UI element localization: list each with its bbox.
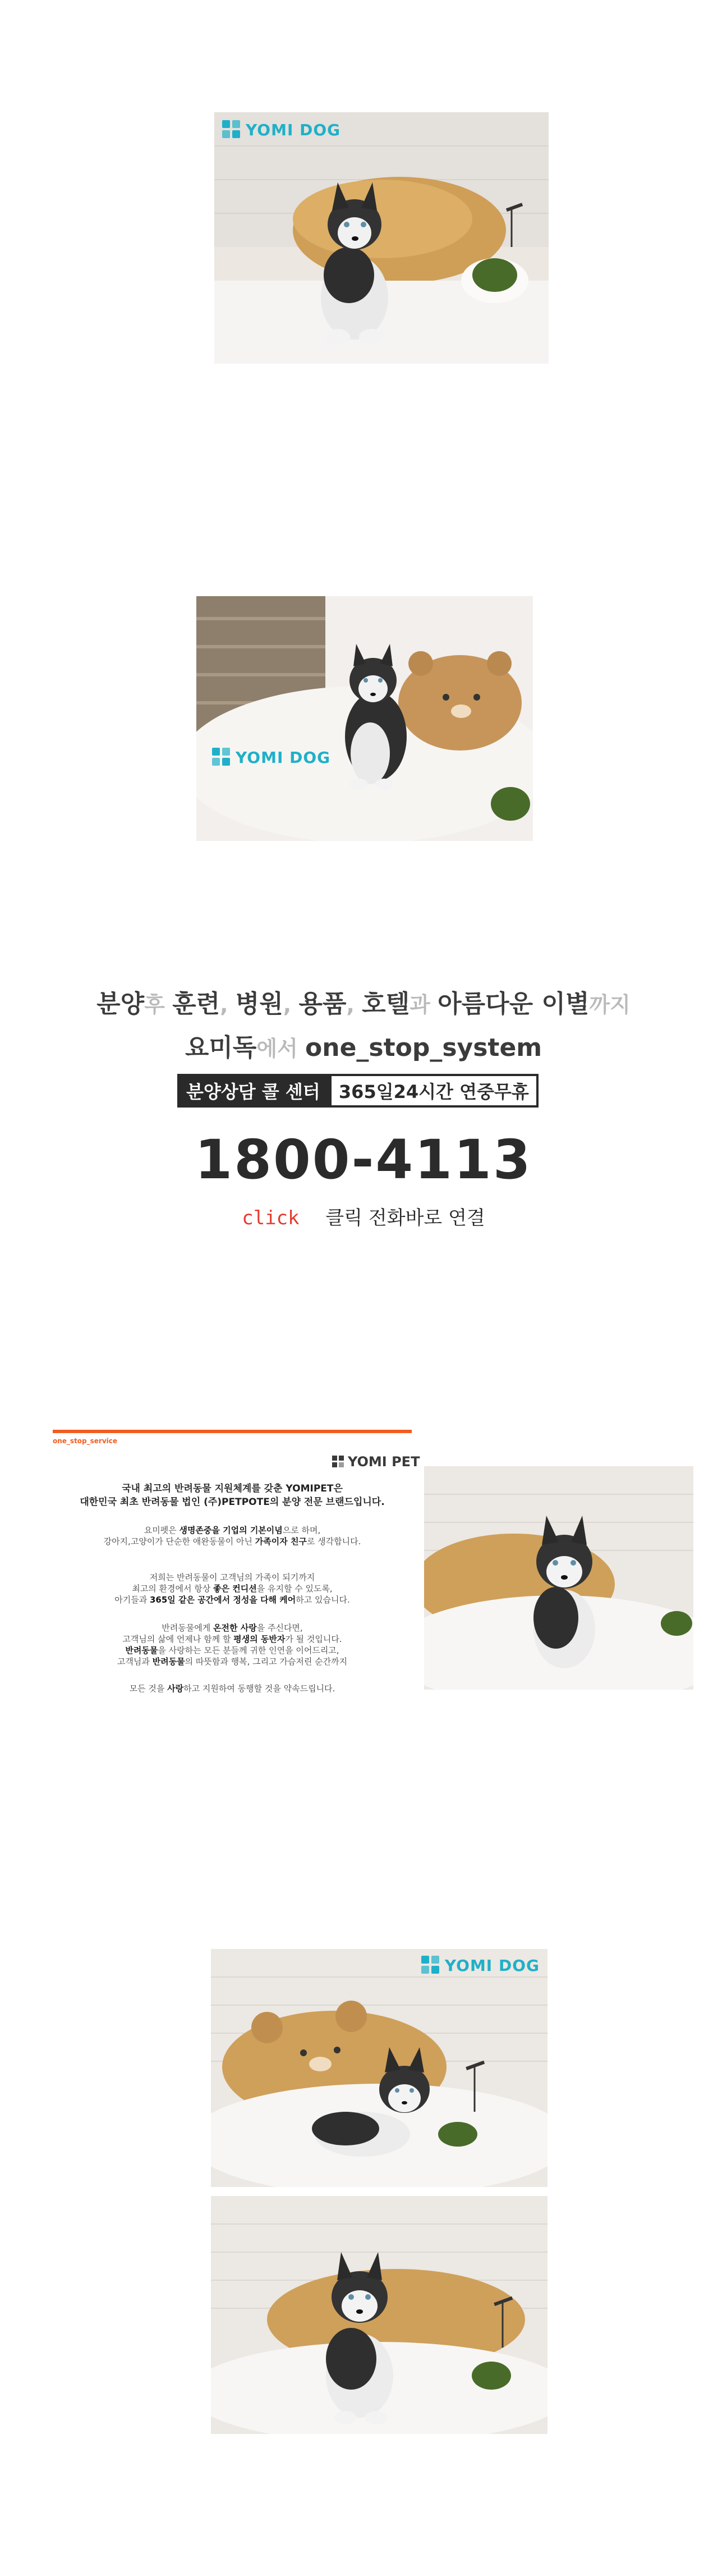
yomi-pet-logo-text: YOMI PET <box>348 1454 420 1470</box>
yomi-dog-mark-icon <box>222 120 241 139</box>
phone-number-link[interactable]: 1800-4113 <box>195 1128 532 1191</box>
service-tagline: one_stop_service <box>53 1437 118 1445</box>
yomi-dog-logo <box>222 120 341 139</box>
husky-with-bear-pillow-image <box>196 596 533 841</box>
husky-lying-on-bear-image <box>211 1949 547 2187</box>
click-to-call-text[interactable]: 클릭 전화바로 연결 <box>325 1207 485 1229</box>
paragraph-line: 아기들과 365일 같은 공간에서 정성을 다해 케어하고 있습니다. <box>114 1595 350 1605</box>
one-stop-headline <box>0 1027 727 1063</box>
headline-keyword: 분양 <box>96 990 145 1018</box>
call-center-hours: 365일24시간 연중무휴 <box>329 1074 539 1108</box>
headline-connector: 까지 <box>589 992 631 1017</box>
brand-intro-line: 대한민국 최초 반려동물 법인 (주)PETPOTE의 분양 전문 브랜드입니다. <box>80 1497 385 1508</box>
headline-keyword: 아름다운 이별 <box>438 990 590 1018</box>
click-label[interactable]: click <box>242 1207 300 1229</box>
promise-line: 모든 것을 사랑하고 지원하여 동행할 것을 약속드립니다. <box>129 1683 335 1694</box>
philosophy-line: 요미펫은 생명존중을 기업의 기본이념으로 하며, <box>144 1525 321 1535</box>
paragraph-line: 반려동물을 사랑하는 모든 분들께 귀한 인연을 이어드리고, <box>125 1645 339 1655</box>
services-headline <box>0 983 727 1019</box>
yomi-dog-logo-text: YOMI DOG <box>236 748 331 767</box>
yomi-dog-mark-icon <box>421 1956 440 1975</box>
husky-on-cushion-image <box>214 112 549 364</box>
brand-philosophy <box>53 1525 412 1547</box>
headline-keyword: 호텔 <box>362 990 410 1018</box>
headline-connector: , <box>220 992 236 1017</box>
headline-connector: 에서 <box>256 1036 306 1061</box>
click-to-call[interactable] <box>0 1202 727 1230</box>
headline-connector: , <box>283 992 299 1017</box>
puppy-photo-4 <box>211 1949 547 2187</box>
puppy-photo-3 <box>424 1466 693 1690</box>
paragraph-line: 반려동물에게 온전한 사랑을 주신다면, <box>162 1623 303 1633</box>
headline-keyword: 병원 <box>235 990 283 1018</box>
puppy-photo-1 <box>214 112 549 364</box>
husky-standing-image <box>424 1466 693 1690</box>
headline-keyword: 훈련 <box>172 990 220 1018</box>
headline-keyword: 요미독 <box>185 1033 257 1062</box>
yomi-pet-logo <box>332 1454 420 1470</box>
headline-connector: , <box>346 992 362 1017</box>
philosophy-line: 강아지,고양이가 단순한 애완동물이 아닌 가족이자 친구로 생각합니다. <box>103 1536 361 1546</box>
yomi-dog-mark-icon <box>212 748 231 767</box>
brand-companion <box>53 1622 412 1667</box>
yomi-dog-logo-text: YOMI DOG <box>246 120 341 139</box>
yomi-dog-logo <box>212 748 330 767</box>
brand-care <box>53 1572 412 1605</box>
brand-intro-line: 국내 최고의 반려동물 지원체계를 갖춘 YOMIPET은 <box>122 1483 343 1494</box>
brand-intro <box>53 1482 412 1509</box>
yomi-dog-logo-text: YOMI DOG <box>444 1956 540 1975</box>
paragraph-line: 저희는 반려동물이 고객님의 가족이 되기까지 <box>149 1572 315 1582</box>
call-center-label: 분양상담 콜 센터 <box>177 1074 329 1108</box>
headline-keyword: 용품 <box>298 990 347 1018</box>
headline-keyword: one_stop_system <box>305 1033 542 1062</box>
call-center-bar <box>177 1074 539 1108</box>
headline-connector: 후 <box>144 992 173 1017</box>
section-divider <box>53 1430 412 1433</box>
headline-connector: 과 <box>409 992 438 1017</box>
paragraph-line: 최고의 환경에서 항상 좋은 컨디션을 유지할 수 있도록, <box>132 1584 333 1594</box>
yomi-pet-mark-icon <box>332 1456 344 1468</box>
puppy-photo-5 <box>211 2196 547 2434</box>
paragraph-line: 고객님과 반려동물의 따뜻함과 행복, 그리고 가슴저린 순간까지 <box>117 1657 348 1667</box>
paragraph-line: 고객님의 삶에 언제나 함께 할 평생의 동반자가 될 것입니다. <box>122 1634 342 1644</box>
yomi-dog-logo <box>421 1956 540 1975</box>
brand-promise <box>53 1683 412 1694</box>
husky-sitting-image <box>211 2196 547 2434</box>
puppy-photo-2 <box>196 596 533 841</box>
